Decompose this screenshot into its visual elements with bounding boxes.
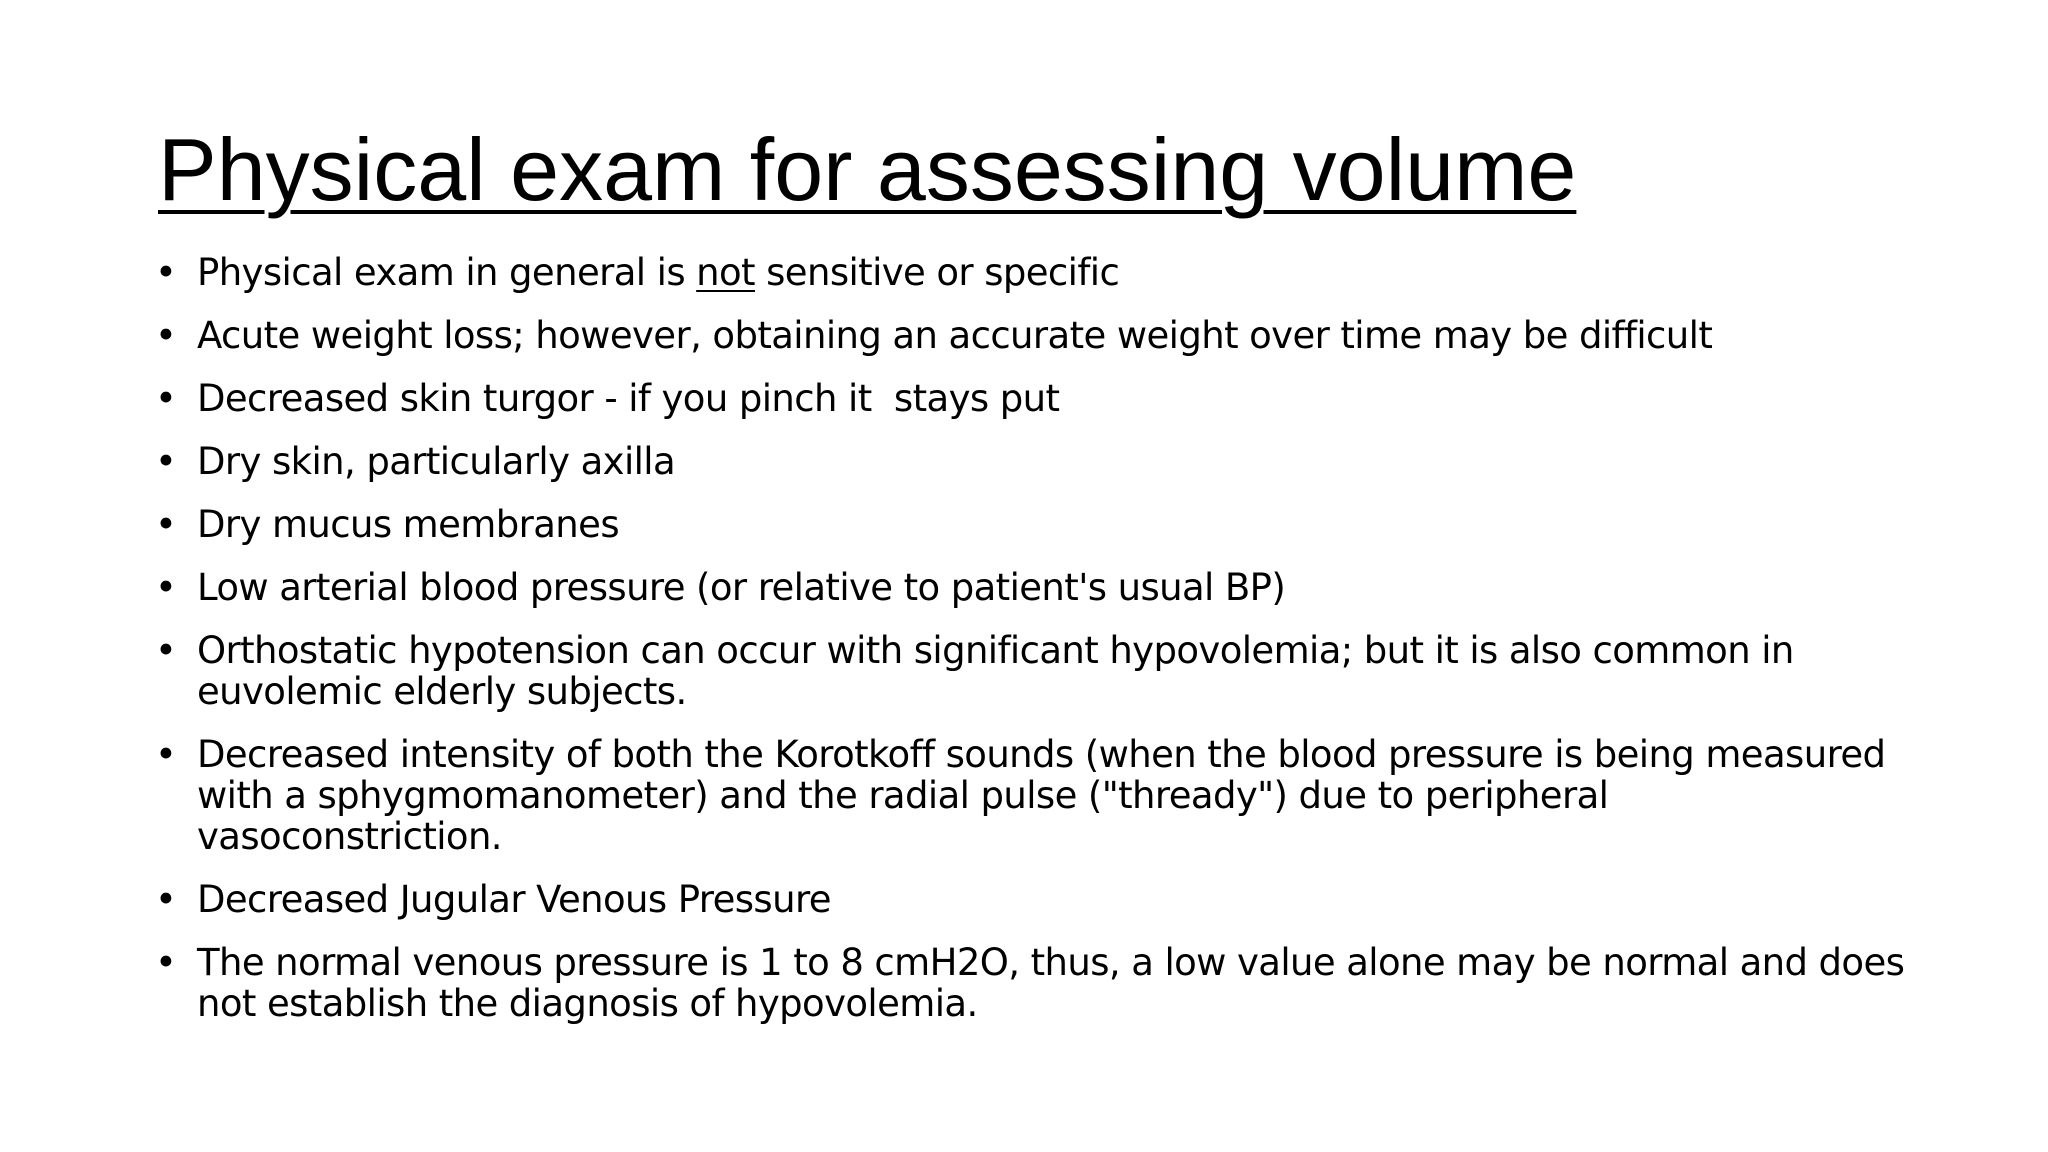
bullet-item xyxy=(155,378,1915,419)
bullet-item xyxy=(155,942,1915,1024)
bullet-item xyxy=(155,630,1915,712)
bullet-item xyxy=(155,879,1915,920)
bullet-dot-icon: • xyxy=(155,941,177,984)
bullet-text: Orthostatic hypotension can occur with significant hypovolemia; but it is also common in euvolemic elderly subjects. xyxy=(197,629,1794,713)
bullet-text: Dry mucus membranes xyxy=(197,503,619,546)
bullet-text: Dry skin, particularly axilla xyxy=(197,440,676,483)
bullet-text: The normal venous pressure is 1 to 8 cmH2O, thus, a low value alone may be normal and does not establish the diagnosis of hypovolemia. xyxy=(197,941,1905,1025)
bullet-dot-icon: • xyxy=(155,377,177,420)
bullet-text: Physical exam in general is xyxy=(197,251,697,294)
bullet-item xyxy=(155,315,1915,356)
slide-title: Physical exam for assessing volume xyxy=(158,120,1577,219)
bullet-emphasis: not xyxy=(696,251,755,294)
bullet-dot-icon: • xyxy=(155,878,177,921)
bullet-text: Decreased skin turgor - if you pinch it stays put xyxy=(197,377,1060,420)
bullet-item xyxy=(155,734,1915,857)
bullet-item xyxy=(155,504,1915,545)
bullet-dot-icon: • xyxy=(155,629,177,672)
bullet-text: Decreased Jugular Venous Pressure xyxy=(197,878,831,921)
bullet-dot-icon: • xyxy=(155,733,177,776)
bullet-item xyxy=(155,567,1915,608)
bullet-text: Decreased intensity of both the Korotkoff sounds (when the blood pressure is being measured with a sphygmomanometer) and the radial pulse ("thready") due to peripheral vasoconstriction. xyxy=(197,733,1886,858)
bullet-text: Low arterial blood pressure (or relative to patient's usual BP) xyxy=(197,566,1286,609)
bullet-item xyxy=(155,252,1915,293)
bullet-dot-icon: • xyxy=(155,566,177,609)
bullet-list xyxy=(155,252,1915,1046)
bullet-dot-icon: • xyxy=(155,314,177,357)
bullet-dot-icon: • xyxy=(155,440,177,483)
bullet-dot-icon: • xyxy=(155,251,177,294)
bullet-text: sensitive or specific xyxy=(754,251,1120,294)
bullet-text: Acute weight loss; however, obtaining an accurate weight over time may be difficult xyxy=(197,314,1713,357)
bullet-dot-icon: • xyxy=(155,503,177,546)
bullet-item xyxy=(155,441,1915,482)
